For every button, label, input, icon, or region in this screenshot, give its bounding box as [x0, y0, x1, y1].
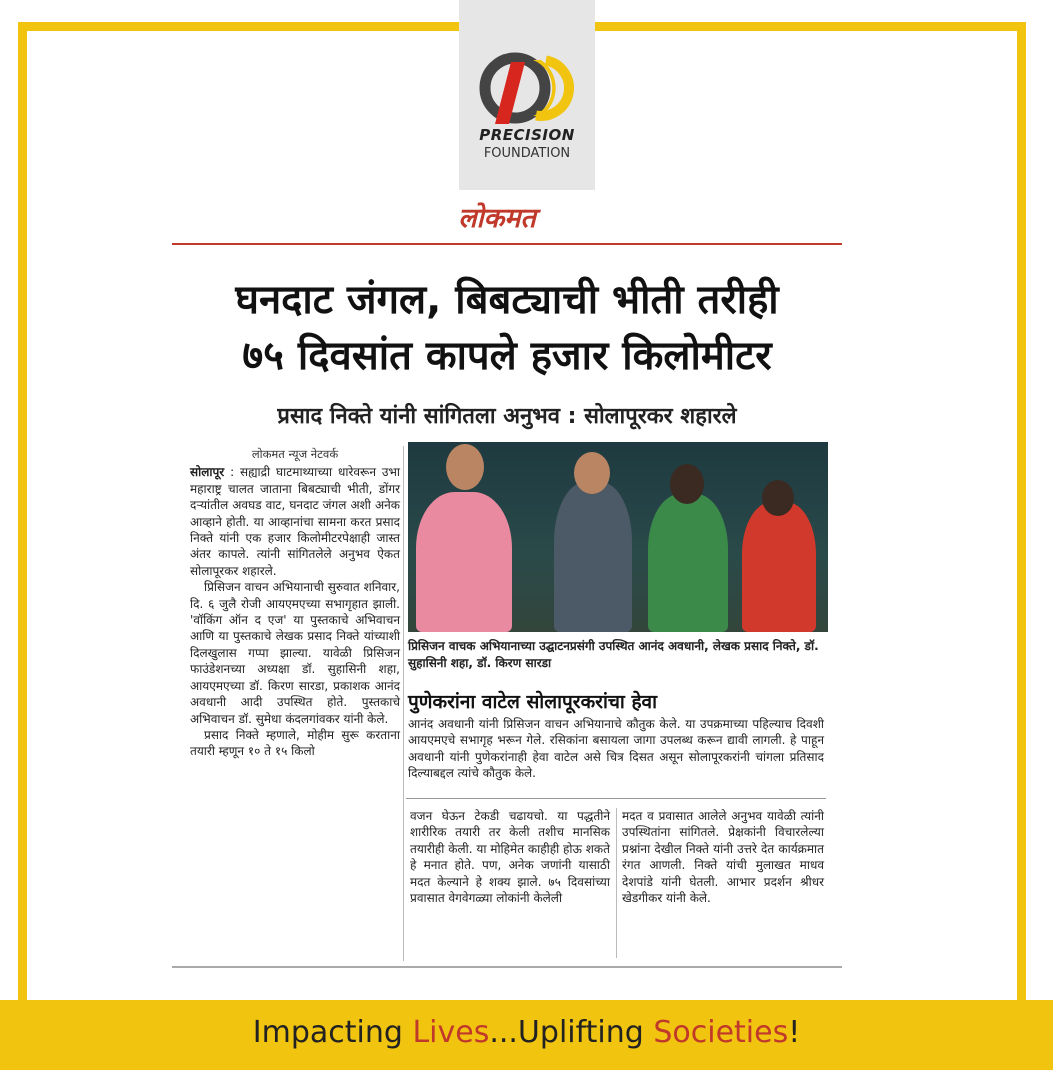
headline-line-1: घनदाट जंगल, बिबट्याची भीती तरीही	[235, 277, 779, 323]
byline: लोकमत न्यूज नेटवर्क	[251, 447, 339, 461]
section-rule	[406, 798, 826, 799]
tagline-lives: Lives	[412, 1015, 490, 1050]
photo-person-4	[742, 502, 816, 632]
tagline-part-1: Impacting	[252, 1015, 413, 1050]
middle-column: वजन घेऊन टेकडी चढायचो. या पद्धतीने शारीरिक तयारी तर केली तशीच मानसिक तयारीही केली. या मोहिमेत काहीही होऊ शकते हे मनात होते. पण, अनेक जणांनी यासाठी मदत केल्याने हे शक्य झाले. ७५ दिवसांच्या प्रवासात वेगवेगळ्या लोकांनी केलेली	[410, 809, 610, 906]
article-subheadline: प्रसाद निक्ते यांनी सांगितला अनुभव : सोलापूरकर शहारले	[277, 404, 737, 429]
precision-logo-icon	[475, 50, 579, 128]
photo-person-2	[554, 482, 632, 632]
newspaper-masthead: लोकमत	[458, 203, 536, 234]
bottom-rule	[172, 966, 842, 968]
left-column	[190, 446, 400, 760]
tagline-exclaim: !	[788, 1015, 801, 1050]
dateline: सोलापूर	[190, 465, 225, 480]
masthead-rule	[172, 243, 842, 245]
precision-logo	[459, 0, 595, 190]
column-divider	[403, 446, 404, 961]
tagline-societies: Societies	[653, 1015, 789, 1050]
tagline-banner	[0, 1000, 1053, 1070]
column-divider-2	[616, 808, 617, 958]
logo-wordmark: PRECISION	[479, 126, 575, 144]
photo-caption: प्रिसिजन वाचक अभियानाच्या उद्घाटनप्रसंगी उपस्थित आनंद अवधानी, लेखक प्रसाद निक्ते, डॉ. सुहासिनी शहा, डॉ. किरण सारडा	[408, 639, 819, 670]
left-para-1	[190, 464, 400, 579]
article-headline	[172, 272, 842, 384]
side-body: आनंद अवधानी यांनी प्रिसिजन वाचन अभियानाचे कौतुक केले. या उपक्रमाच्या पहिल्याच दिवशी आयएमएचे सभागृह भरून गेले. रसिकांना बसायला जागा उपलब्ध करून द्यावी लागली. हे पाहून अवधानी यांनी पुणेकरांनाही हेवा वाटेल असे चित्र दिसत असून सोलापूरकरांनी चांगला प्रतिसाद दिल्याबद्दल त्यांचे कौतुक केले.	[408, 717, 824, 781]
photo-person-1	[416, 492, 512, 632]
side-headline: पुणेकरांना वाटेल सोलापूरकरांचा हेवा	[408, 691, 658, 713]
right-column: मदत व प्रवासात आलेले अनुभव यावेळी त्यांनी उपस्थितांना सांगितले. प्रेक्षकांनी विचारलेल्या प्रश्नांना देखील निक्ते यांनी उत्तरे देत कार्यक्रमात रंगत आणली. निक्ते यांची मुलाखत माधव देशपांडे यांनी घेतली. आभार प्रदर्शन श्रीधर खेडगीकर यांनी केले.	[622, 809, 824, 906]
headline-line-2: ७५ दिवसांत कापले हजार किलोमीटर	[242, 333, 772, 379]
event-photo	[408, 442, 828, 632]
left-para-3: प्रसाद निक्ते म्हणाले, मोहीम सुरू करताना तयारी म्हणून १० ते १५ किलो	[190, 727, 400, 759]
photo-person-3	[648, 494, 728, 632]
tagline-part-3: ...Uplifting	[489, 1015, 654, 1050]
left-para-2: प्रिसिजन वाचन अभियानाची सुरुवात शनिवार, दि. ६ जुलै रोजी आयएमएच्या सभागृहात झाली. 'वॉकिंग ऑन द एज' या पुस्तकाचे अभिवाचन आणि या पुस्तकाचे लेखक प्रसाद निक्ते यांच्याशी दिलखुलास गप्पा झाल्या. यावेळी प्रिसिजन फाउंडेशनच्या अध्यक्षा डॉ. सुहासिनी शहा, आयएमएच्या डॉ. किरण सारडा, प्रकाशक आनंद अवधानी आदी उपस्थित होते. पुस्तकाचे अभिवाचन डॉ. सुमेधा कंदलगांवकर यांनी केले.	[190, 580, 400, 726]
logo-subtitle: FOUNDATION	[483, 146, 571, 161]
left-para-1-text: : सह्याद्री घाटमाथ्याच्या धारेवरून उभा महाराष्ट्र चालत जाताना बिबट्याची भीती, डोंगर दऱ्यांतील अवघड वाट, घनदाट जंगल अशी अनेक आव्हाने होती. या आव्हानांचा सामना करत प्रसाद निक्ते यांनी एक हजार किलोमीटरपेक्षाही जास्त अंतर कापले. त्यांनी सांगितलेले अनुभव ऐकत सोलापूरकर शहारले.	[190, 465, 400, 578]
